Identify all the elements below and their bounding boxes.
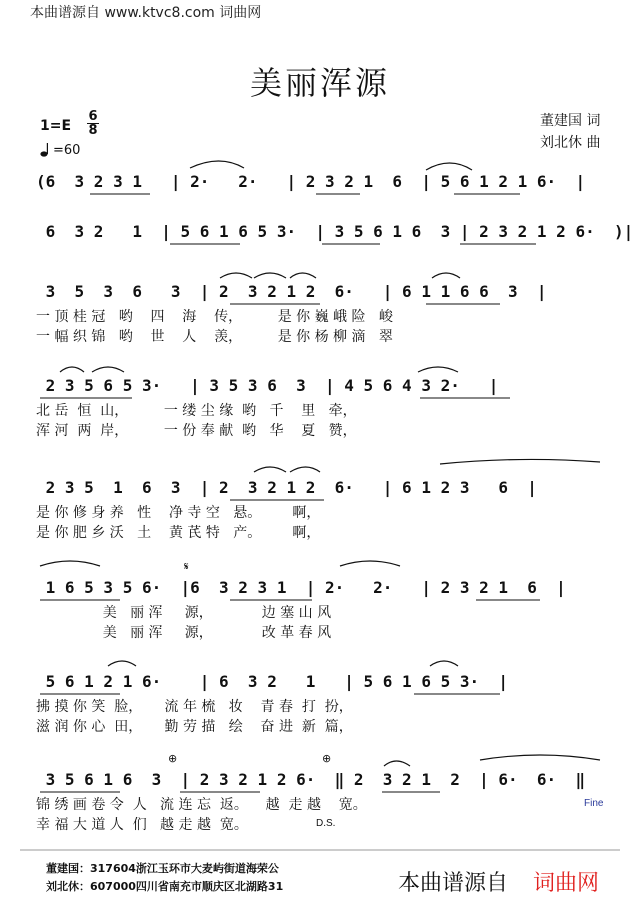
ds-mark: D.S. — [316, 818, 336, 829]
tempo-value: =60 — [53, 142, 81, 158]
notation-row: 5 6 1 2 1 6· | 6 3 2 1 | 5 6 1 6 5 3· | — [36, 672, 509, 691]
lyric-line: 锦 绣 画 卷 令 人 流 连 忘 返。 越 走 越 宽。 — [36, 797, 367, 813]
footer-logo-right: 词曲网 — [533, 871, 600, 896]
lyricist-credit: 董建国 词 — [540, 113, 601, 129]
time-signature-top: 6 — [88, 109, 98, 124]
footer-logo-left: 本曲谱源自 — [398, 871, 509, 896]
lyric-line: 北 岳 恒 山， 一 缕 尘 缘 哟 千 里 牵， — [36, 403, 357, 419]
time-signature — [86, 110, 100, 137]
notation-row: (6 3 2 3 1 | 2· 2· | 2 3 2 1 6 | 5 6 1 2 1 6· | — [36, 172, 586, 191]
lyric-line: 是 你 修 身 养 性 净 寺 空 悬。 啊， — [36, 505, 321, 521]
composer-credit: 刘北休 曲 — [540, 135, 601, 151]
key-signature: 1=E — [40, 118, 72, 134]
lyric-line: 一 幅 织 锦 哟 世 人 羡， 是 你 杨 柳 滴 翠 — [36, 329, 393, 345]
song-title: 美丽浑源 — [249, 64, 390, 102]
footer-logo — [398, 866, 599, 897]
notation-row: 6 3 2 1 | 5 6 1 6 5 3· | 3 5 6 1 6 3 | 2 3 2 1 2 6· )| — [36, 222, 634, 241]
notation-row: 2 3 5 1 6 3 | 2 3 2 1 2 6· | 6 1 2 3 6 | — [36, 478, 537, 497]
notation-row: 1 6 5 3 5 6· |6 3 2 3 1 | 2· 2· | 2 3 2 1 6 | — [36, 578, 566, 597]
fine-mark: Fine — [584, 798, 604, 809]
notation-row: 3 5 6 1 6 3 | 2 3 2 1 2 6· ‖ 2 3 2 1 2 | 6· 6· ‖ — [36, 770, 586, 789]
lyric-line: 滋 润 你 心 田， 勤 劳 描 绘 奋 进 新 篇， — [36, 719, 353, 735]
lyric-line: 美 丽 浑 源， 改 革 春 风 — [36, 625, 332, 641]
lyric-line: 浑 河 两 岸， 一 份 奉 献 哟 华 夏 赞， — [36, 423, 357, 439]
notation-row: 3 5 3 6 3 | 2 3 2 1 2 6· | 6 1 1 6 6 3 | — [36, 282, 547, 301]
watermark-text: 本曲谱源自 www.ktvc8.com 词曲网 — [30, 5, 262, 21]
lyric-line: 拂 摸 你 笑 脸， 流 年 梳 妆 青 春 打 扮， — [36, 699, 353, 715]
lyric-line: 是 你 肥 乡 沃 土 黄 芪 特 产。 啊， — [36, 525, 321, 541]
notation-row: 2 3 5 6 5 3· | 3 5 3 6 3 | 4 5 6 4 3 2· | — [36, 376, 499, 395]
coda-mark: ⊕ — [168, 752, 178, 765]
composer-address: 刘北休：607000四川省南充市顺庆区北湖路31 — [46, 880, 284, 893]
lyric-line: 幸 福 大 道 人 们 越 走 越 宽。 — [36, 817, 248, 833]
coda-mark: ⊕ — [322, 752, 332, 765]
tempo-marking — [40, 142, 80, 158]
lyricist-address: 董建国：317604浙江玉环市大麦屿街道海荣公 — [46, 862, 279, 875]
lyric-line: 美 丽 浑 源， 边 塞 山 风 — [36, 605, 332, 621]
time-signature-bottom: 8 — [88, 123, 98, 138]
quarter-note-icon — [40, 142, 50, 158]
lyric-line: 一 顶 桂 冠 哟 四 海 传， 是 你 巍 峨 险 峻 — [36, 309, 393, 325]
segno-mark: 𝄋 — [184, 560, 189, 573]
